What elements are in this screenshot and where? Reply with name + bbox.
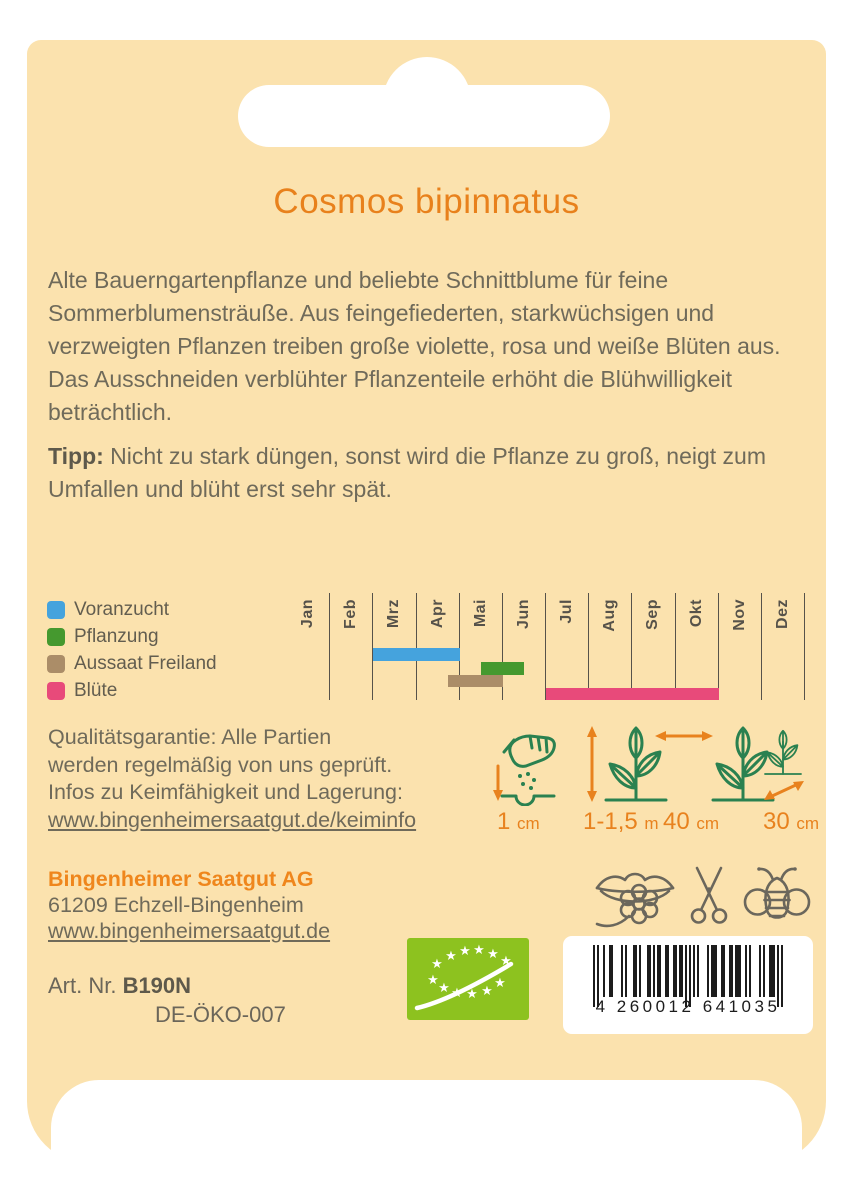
plant-spacing-label: 40 cm [663, 808, 720, 835]
month-label: Nov [730, 599, 748, 631]
quality-line: Infos zu Keimfähigkeit und Lagerung: [48, 780, 403, 804]
edible-flower-icon [597, 874, 673, 926]
legend-item-voranzucht [47, 596, 217, 623]
eco-control-code: DE-ÖKO-007 [155, 1002, 286, 1027]
month-label: Aug [601, 599, 619, 632]
svg-text:★: ★ [466, 987, 478, 1002]
month-label: Mai [471, 599, 489, 628]
month-label: Jul [558, 599, 576, 624]
tip-text: Nicht zu stark düngen, sonst wird die Pflanze zu groß, neigt zum Umfallen und blüht erst sehr spät. [48, 443, 767, 502]
legend-item-pflanzung [47, 623, 217, 650]
keiminfo-link: www.bingenheimersaatgut.de/keiminfo [48, 807, 417, 832]
legend-swatch-aussaat [47, 655, 65, 673]
svg-text:★: ★ [500, 954, 512, 969]
month-cell-feb [330, 593, 373, 700]
barcode-digits: 4 260012 641035 [595, 997, 781, 1016]
month-label: Okt [687, 599, 705, 628]
company-block [48, 866, 330, 944]
cut-flower-scissors-icon [692, 868, 726, 923]
month-cell-sep [632, 593, 675, 700]
tip-paragraph [48, 440, 816, 506]
chart-bar-voranzucht [373, 648, 459, 661]
row-spacing-label: 30 cm [763, 808, 820, 835]
seed-packet-back [27, 40, 826, 1163]
svg-text:★: ★ [451, 986, 463, 1001]
eu-organic-logo [407, 938, 529, 1020]
month-cell-jul [546, 593, 589, 700]
month-label: Mrz [385, 599, 403, 629]
height-arrow-icon [587, 726, 597, 802]
month-cell-nov [719, 593, 762, 700]
month-label: Jan [299, 599, 317, 629]
sowing-depth-label: 1 cm [497, 808, 540, 835]
legend-label: Voranzucht [74, 598, 170, 620]
month-cell-okt [676, 593, 719, 700]
svg-text:★: ★ [459, 944, 471, 959]
legend-item-aussaat-freiland [47, 650, 217, 677]
company-website: www.bingenheimersaatgut.de [48, 919, 331, 943]
quality-guarantee [48, 724, 416, 834]
quality-line: werden regelmäßig von uns geprüft. [48, 752, 393, 777]
company-name: Bingenheimer Saatgut AG [48, 867, 314, 891]
row-spacing-arrow-icon [764, 781, 804, 800]
company-address: 61209 Echzell-Bingenheim [48, 893, 304, 917]
article-number-value: B190N [122, 973, 192, 998]
month-cell-jun [503, 593, 546, 700]
month-cell-jan [287, 593, 330, 700]
chart-bar-pflanzung [481, 662, 524, 675]
seed-dots [518, 772, 536, 790]
month-label: Feb [342, 599, 360, 629]
month-cell-dez [762, 593, 805, 700]
background [0, 1163, 853, 1200]
calendar-legend [47, 596, 217, 704]
svg-text:★: ★ [473, 943, 485, 958]
month-label: Dez [773, 599, 791, 629]
plant-height-and-spacing-icons [578, 724, 816, 806]
variety-description: Alte Bauerngartenpflanze und beliebte Schnittblume für feine Sommerblumensträuße. Aus feingefiederten, starkwüchsigen und verzweigten Pflanzen treiben große violette, rosa und weiße Blüten aus. Das Ausschneiden verblühter Pflanzenteile erhöht die Blühwilligkeit beträchtlich. [48, 267, 781, 425]
svg-text:★: ★ [431, 957, 443, 972]
quality-line: Qualitätsgarantie: Alle Partien [48, 725, 332, 749]
page-title: Cosmos bipinnatus [273, 182, 580, 221]
month-label: Sep [644, 599, 662, 630]
chart-bar-aussaat-freiland [448, 675, 503, 688]
month-label: Jun [514, 599, 532, 629]
property-icons [595, 862, 813, 937]
legend-item-bluete [47, 677, 217, 704]
month-label: Apr [428, 599, 446, 629]
month-cell-aug [589, 593, 632, 700]
plant-height-label: 1-1,5 m [583, 808, 659, 835]
bottom-white-flap [51, 1080, 802, 1163]
legend-swatch-voranzucht [47, 601, 65, 619]
legend-swatch-pflanzung [47, 628, 65, 646]
legend-label: Aussaat Freiland [74, 652, 217, 674]
svg-text:★: ★ [427, 973, 439, 988]
sowing-calendar-chart [287, 593, 805, 700]
hang-hole-slot [238, 85, 610, 147]
svg-text:★: ★ [494, 976, 506, 991]
article-number: Art. Nr. B190N [48, 973, 192, 998]
month-cell-mrz [373, 593, 416, 700]
svg-text:★: ★ [487, 947, 499, 962]
legend-label: Blüte [74, 679, 118, 701]
spacing-arrow-icon [655, 731, 713, 741]
svg-text:★: ★ [481, 984, 493, 999]
sowing-depth-icon [490, 728, 562, 806]
svg-text:★: ★ [438, 981, 450, 996]
legend-swatch-bluete [47, 682, 65, 700]
chart-bar-blüte [546, 688, 719, 701]
svg-text:★: ★ [445, 949, 457, 964]
bee-friendly-icon [745, 867, 809, 917]
legend-label: Pflanzung [74, 625, 159, 647]
barcode [563, 936, 813, 1034]
tip-label: Tipp: [48, 443, 104, 469]
